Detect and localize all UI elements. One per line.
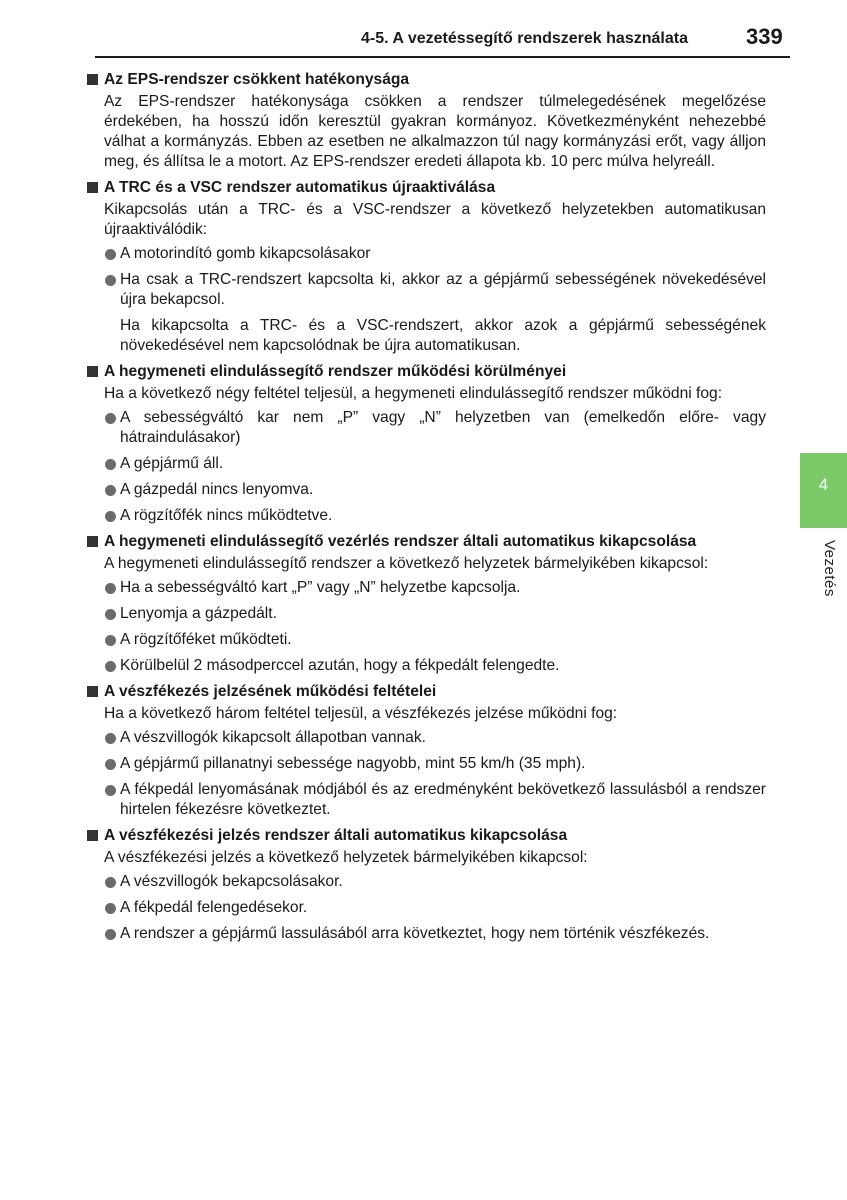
chapter-title: 4-5. A vezetéssegítő rendszerek használata [361, 30, 688, 47]
section-title [86, 362, 766, 382]
list-item-text: A vészvillogók kikapcsolt állapotban vannak. [120, 729, 426, 746]
round-bullet-icon [105, 609, 116, 620]
round-bullet-icon [105, 759, 116, 770]
list-item [86, 924, 766, 944]
list-item-text: A vészvillogók bekapcsolásakor. [120, 873, 343, 890]
round-bullet-icon [105, 785, 116, 796]
list-item [86, 872, 766, 892]
section-title-text: A hegymeneti elindulássegítő vezérlés rendszer általi automatikus kikapcsolása [104, 533, 697, 550]
list-item [86, 270, 766, 310]
chapter-tab-label: Vezetés [821, 540, 838, 597]
chapter-tab: 4 [800, 453, 847, 528]
list-item [86, 728, 766, 748]
list-item [86, 408, 766, 448]
list-item-text: A gázpedál nincs lenyomva. [120, 481, 314, 498]
list-item [86, 578, 766, 598]
list-item [86, 630, 766, 650]
square-bullet-icon [87, 182, 98, 193]
round-bullet-icon [105, 249, 116, 260]
list-item [86, 754, 766, 774]
round-bullet-icon [105, 275, 116, 286]
list-item [86, 898, 766, 918]
list-item [86, 656, 766, 676]
section-title-text: A vészfékezés jelzésének működési feltételei [104, 683, 437, 700]
list-item [86, 604, 766, 624]
round-bullet-icon [105, 413, 116, 424]
paragraph: Kikapcsolás után a TRC- és a VSC-rendszer a következő helyzetekben automatikusan újraaktiválódik: [104, 201, 766, 238]
paragraph: Ha a következő négy feltétel teljesül, a hegymeneti elindulássegítő rendszer működni fog: [104, 385, 723, 402]
list-item-text: A rögzítőféket működteti. [120, 631, 292, 648]
list-item-text: A fékpedál felengedésekor. [120, 899, 308, 916]
note-paragraph: Ha kikapcsolta a TRC- és a VSC-rendszert, akkor azok a gépjármű sebességének növekedésével nem kapcsolódnak be újra automatikusan. [120, 317, 766, 354]
list-item-text: A gépjármű áll. [120, 455, 224, 472]
round-bullet-icon [105, 733, 116, 744]
square-bullet-icon [87, 536, 98, 547]
round-bullet-icon [105, 511, 116, 522]
header-divider [95, 56, 790, 58]
round-bullet-icon [105, 485, 116, 496]
square-bullet-icon [87, 686, 98, 697]
round-bullet-icon [105, 877, 116, 888]
list-item-text: A gépjármű pillanatnyi sebessége nagyobb, mint 55 km/h (35 mph). [120, 755, 586, 772]
round-bullet-icon [105, 929, 116, 940]
paragraph: A vészfékezési jelzés a következő helyzetek bármelyikében kikapcsol: [104, 849, 588, 866]
section-title [86, 682, 766, 702]
section-title-text: A vészfékezési jelzés rendszer általi automatikus kikapcsolása [104, 827, 568, 844]
list-item [86, 454, 766, 474]
section-title-text: A hegymeneti elindulássegítő rendszer működési körülményei [104, 363, 567, 380]
section-title [86, 532, 766, 552]
square-bullet-icon [87, 74, 98, 85]
page-content [86, 70, 766, 950]
square-bullet-icon [87, 366, 98, 377]
list-item [86, 244, 766, 264]
section-title [86, 178, 766, 198]
list-item [86, 480, 766, 500]
round-bullet-icon [105, 635, 116, 646]
square-bullet-icon [87, 830, 98, 841]
section-title-text: A TRC és a VSC rendszer automatikus újraaktiválása [104, 179, 496, 196]
list-item-text: Ha csak a TRC-rendszert kapcsolta ki, akkor az a gépjármű sebességének növekedésével újra bekapcsol. [120, 271, 766, 308]
list-item-text: A rendszer a gépjármű lassulásából arra következtet, hogy nem történik vészfékezés. [120, 925, 710, 942]
paragraph: Ha a következő három feltétel teljesül, a vészfékezés jelzése működni fog: [104, 705, 618, 722]
list-item [86, 506, 766, 526]
round-bullet-icon [105, 583, 116, 594]
section-title [86, 70, 766, 90]
round-bullet-icon [105, 459, 116, 470]
round-bullet-icon [105, 661, 116, 672]
list-item-text: A motorindító gomb kikapcsolásakor [120, 245, 371, 262]
page-header [0, 0, 847, 60]
paragraph: Az EPS-rendszer hatékonysága csökken a rendszer túlmelegedésének megelőzése érdekében, ha hosszú időn keresztül gyakran kormányoz. Következményként nehezebbé válhat a kormányzás. Ebben az esetben ne alkalmazzon túl nagy kormányzási erőt, vagy álljon meg, és állítsa le a motort. Az EPS-rendszer eredeti állapota kb. 10 perc múlva helyreáll. [104, 93, 766, 170]
list-item-text: Ha a sebességváltó kart „P” vagy „N” helyzetbe kapcsolja. [120, 579, 521, 596]
section-title [86, 826, 766, 846]
page-number: 339 [746, 24, 783, 49]
list-item-text: A fékpedál lenyomásának módjából és az eredményként bekövetkező lassulásból a rendszer hirtelen fékezésre következtet. [120, 781, 766, 818]
paragraph: A hegymeneti elindulássegítő rendszer a következő helyzetek bármelyikében kikapcsol: [104, 555, 709, 572]
list-item [86, 780, 766, 820]
section-title-text: Az EPS-rendszer csökkent hatékonysága [104, 71, 410, 88]
list-item-text: Lenyomja a gázpedált. [120, 605, 277, 622]
round-bullet-icon [105, 903, 116, 914]
list-item-text: A sebességváltó kar nem „P” vagy „N” helyzetben van (emelkedőn előre- vagy hátraindulásakor) [120, 409, 766, 446]
list-item-text: A rögzítőfék nincs működtetve. [120, 507, 333, 524]
list-item-text: Körülbelül 2 másodperccel azután, hogy a fékpedált felengedte. [120, 657, 560, 674]
